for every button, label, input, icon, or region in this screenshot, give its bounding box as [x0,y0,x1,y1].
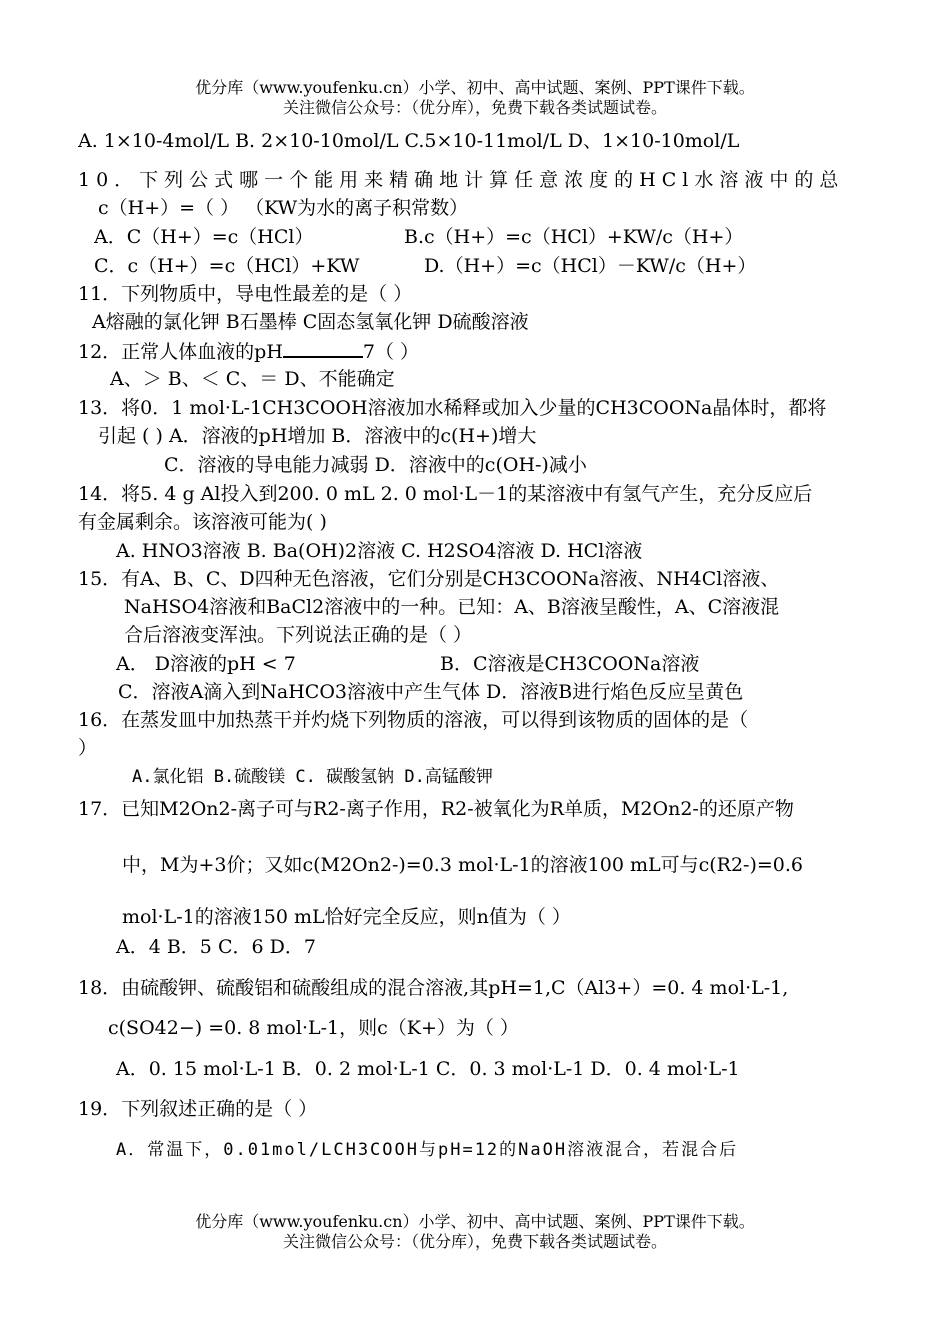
q17-line-2: 中，M为+3价；又如c(M2On2-)=0.3 mol·L-1的溶液100 mL可与c(R2-)=0.6 [122,854,804,876]
q12-options: A、＞ B、＜ C、＝ D、不能确定 [110,368,395,390]
q15-stem: 15．有A、B、C、D四种无色溶液，它们分别是CH3COONa溶液、NH4Cl溶液、 [78,568,780,590]
q14-stem: 14．将5. 4 g Al投入到200. 0 mL 2. 0 mol·L－1的某溶液中有氢气产生，充分反应后 [78,483,813,505]
header-line-1: 优分库（www.youfenku.cn）小学、初中、高中试题、案例、PPT课件下载。 [195,78,755,97]
q15-option-b: B．C溶液是CH3COONa溶液 [440,653,700,675]
q13-line-3: C．溶液的导电能力减弱 D．溶液中的c(OH-)减小 [164,454,587,476]
q14-options: A. HNO3溶液 B. Ba(OH)2溶液 C. H2SO4溶液 D. HCl溶液 [116,540,643,562]
q15-line-3: 合后溶液变浑浊。下列说法正确的是（ ） [124,624,473,646]
q14-line-2: 有金属剩余。该溶液可能为( ) [78,511,327,533]
q19-stem: 19．下列叙述正确的是（ ） [78,1098,318,1120]
answer-blank [283,338,363,358]
q12-stem-post: 7（ ） [362,341,420,363]
q17-line-3: mol·L-1的溶液150 mL恰好完全反应，则n值为（ ） [122,906,571,928]
q9-options: A. 1×10-4mol/L B. 2×10-10mol/L C.5×10-11mol/L D、1×10-10mol/L [78,130,740,152]
q11-stem: 11．下列物质中，导电性最差的是（ ） [78,283,413,305]
page-footer [0,1212,950,1252]
q10-stem-2: c（H+）=（ ） （KW为水的离子积常数） [98,197,469,219]
q13-stem: 13．将0．1 mol·L-1CH3COOH溶液加水稀释或加入少量的CH3COONa晶体时，都将 [78,397,827,419]
q16-line-2: ） [78,737,98,759]
q16-options: A.氯化铝 B.硫酸镁 C. 碳酸氢钠 D.高锰酸钾 [132,767,493,787]
q16-stem: 16．在蒸发皿中加热蒸干并灼烧下列物质的溶液，可以得到该物质的固体的是（ [78,709,749,731]
q17-options: A．4 B．5 C．6 D．7 [116,936,316,958]
q10-stem: 10．下列公式哪一个能用来精确地计算任意浓度的HCl水溶液中的总 [78,169,845,191]
q10-option-d: D.（H+）=c（HCl）－KW/c（H+） [424,255,757,277]
q15-option-cd: C．溶液A滴入到NaHCO3溶液中产生气体 D．溶液B进行焰色反应呈黄色 [118,681,744,703]
q15-option-a: A． D溶液的pH < 7 [116,653,296,675]
q12-stem-pre: 12．正常人体血液的pH [78,341,283,363]
page-header [0,78,950,118]
q10-option-c: C．c（H+）=c（HCl）+KW [94,255,360,277]
q15-line-2: NaHSO4溶液和BaCl2溶液中的一种。已知：A、B溶液呈酸性，A、C溶液混 [124,596,780,618]
q10-option-a: A．C（H+）=c（HCl） [94,226,314,248]
q10-option-b: B.c（H+）=c（HCl）+KW/c（H+） [404,226,744,248]
q18-line-2: c(SO42−) =0. 8 mol·L-1，则c（K+）为（ ） [108,1017,519,1039]
q12-stem [78,338,880,365]
footer-line-2: 关注微信公众号：（优分库），免费下载各类试题试卷。 [282,1232,667,1251]
q13-line-2: 引起 ( ) A．溶液的pH增加 B．溶液中的c(H+)增大 [98,425,537,447]
q17-line-1: 17．已知M2On2-离子可与R2-离子作用，R2-被氧化为R单质，M2On2-的还原产物 [78,798,794,820]
q19-option-a: A．常温下，0.01mol/LCH3COOH与pH=12的NaOH溶液混合，若混合后 [116,1140,739,1160]
q18-options: A．0. 15 mol·L-1 B．0. 2 mol·L-1 C．0. 3 mol·L-1 D．0. 4 mol·L-1 [116,1058,740,1080]
footer-line-1: 优分库（www.youfenku.cn）小学、初中、高中试题、案例、PPT课件下载。 [195,1212,755,1231]
q11-options: A熔融的氯化钾 B石墨棒 C固态氢氧化钾 D硫酸溶液 [92,311,529,333]
header-line-2: 关注微信公众号：（优分库），免费下载各类试题试卷。 [282,98,667,117]
q18-line-1: 18．由硫酸钾、硫酸铝和硫酸组成的混合溶液,其pH=1,C（Al3+）=0. 4 mol·L-1, [78,977,789,999]
